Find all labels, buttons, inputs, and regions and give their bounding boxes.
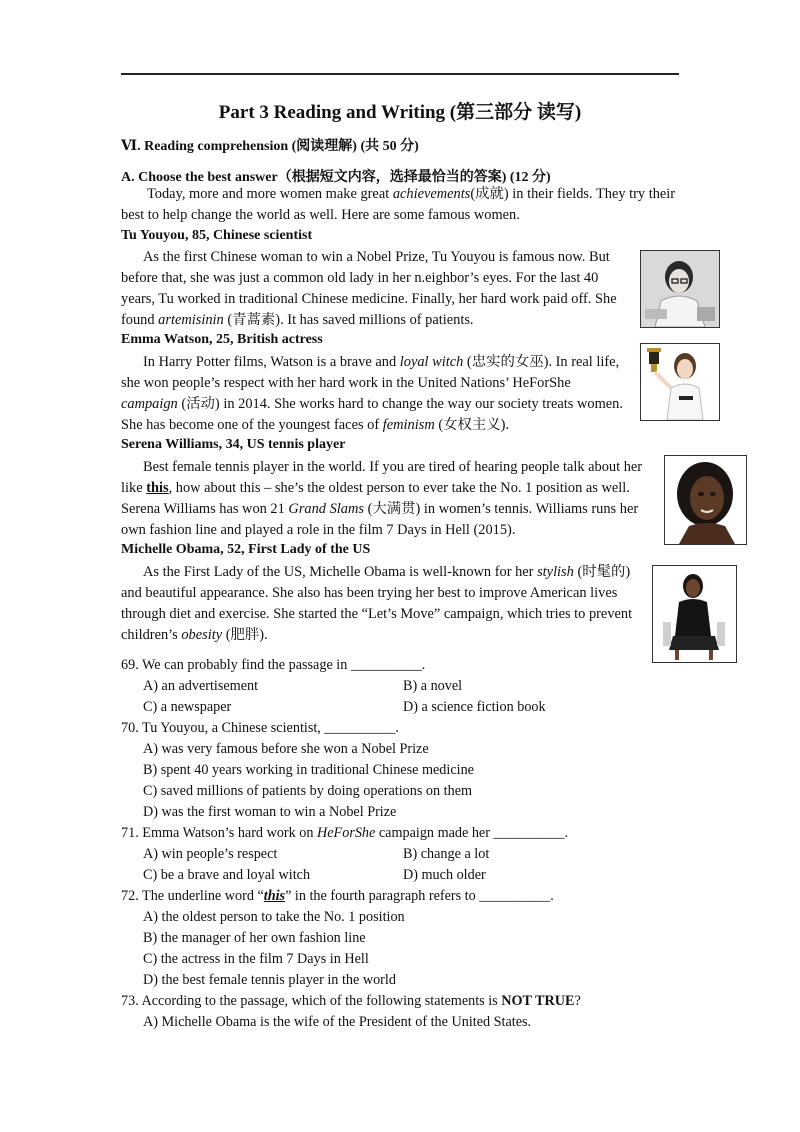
q70-option-d[interactable]: D) was the first woman to win a Nobel Prize bbox=[143, 804, 397, 820]
q72-option-d[interactable]: D) the best female tennis player in the world bbox=[143, 972, 396, 988]
q69-option-b[interactable]: B) a novel bbox=[403, 678, 463, 694]
q72-option-c[interactable]: C) the actress in the film 7 Days in Hell bbox=[143, 951, 369, 967]
q71-option-d[interactable]: D) much older bbox=[403, 867, 486, 883]
serena-line-4: own fashion line and played a role in the film 7 Days in Hell (2015). bbox=[121, 522, 516, 538]
michelle-line-1: As the First Lady of the US, Michelle Obama is well-known for her stylish (时髦的) bbox=[143, 564, 631, 580]
q70-option-a[interactable]: A) was very famous before she won a Nobel Prize bbox=[143, 741, 429, 757]
question-73: 73. According to the passage, which of the following statements is NOT TRUE? bbox=[121, 993, 581, 1009]
emma-line-2: she won people’s respect with her hard work in the United Nations’ HeForShe bbox=[121, 375, 571, 391]
q69-option-d[interactable]: D) a science fiction book bbox=[403, 699, 546, 715]
tu-line-4: found artemisinin (青蒿素). It has saved millions of patients. bbox=[121, 312, 474, 328]
q71-option-b[interactable]: B) change a lot bbox=[403, 846, 490, 862]
q70-option-b[interactable]: B) spent 40 years working in traditional Chinese medicine bbox=[143, 762, 474, 778]
serena-line-3: Serena Williams has won 21 Grand Slams (大满贯) in women’s tennis. Williams runs her bbox=[121, 501, 639, 517]
underlined-word-this: this bbox=[146, 480, 169, 496]
q71-option-c[interactable]: C) be a brave and loyal witch bbox=[143, 867, 311, 883]
emma-line-1: In Harry Potter films, Watson is a brave and loyal witch (忠实的女巫). In real life, bbox=[143, 354, 620, 370]
section-a-heading: A. Choose the best answer（根据短文内容，选择最恰当的答案) (12 分) bbox=[121, 170, 551, 185]
intro-line-2: best to help change the world as well. Here are some famous women. bbox=[121, 207, 520, 223]
serena-line-2: like this, how about this – she’s the oldest person to ever take the No. 1 position as well. bbox=[121, 480, 630, 496]
q70-option-c[interactable]: C) saved millions of patients by doing operations on them bbox=[143, 783, 473, 799]
q73-option-a[interactable]: A) Michelle Obama is the wife of the President of the United States. bbox=[143, 1014, 532, 1030]
serena-line-1: Best female tennis player in the world. If you are tired of hearing people talk about her bbox=[143, 459, 643, 475]
q69-option-a[interactable]: A) an advertisement bbox=[143, 678, 259, 694]
michelle-obama-heading: Michelle Obama, 52, First Lady of the US bbox=[121, 542, 371, 557]
emma-watson-heading: Emma Watson, 25, British actress bbox=[121, 332, 323, 347]
q69-option-c[interactable]: C) a newspaper bbox=[143, 699, 232, 715]
section-vi-heading: Ⅵ. Reading comprehension (阅读理解) (共 50 分) bbox=[121, 139, 419, 154]
tu-youyou-heading: Tu Youyou, 85, Chinese scientist bbox=[121, 228, 313, 243]
michelle-line-2: and beautiful appearance. She also has been trying her best to improve American lives bbox=[121, 585, 618, 601]
serena-williams-photo bbox=[664, 455, 747, 545]
tu-line-2: before that, she was just a common old lady in her n.eighbor’s eyes. For the last 40 bbox=[121, 270, 599, 286]
intro-line-1: Today, more and more women make great achievements(成就) in their fields. They try their bbox=[147, 186, 676, 202]
q72-option-a[interactable]: A) the oldest person to take the No. 1 position bbox=[143, 909, 405, 925]
q72-option-b[interactable]: B) the manager of her own fashion line bbox=[143, 930, 366, 946]
michelle-obama-photo bbox=[652, 565, 737, 663]
question-70: 70. Tu Youyou, a Chinese scientist, __________. bbox=[121, 720, 399, 736]
question-72: 72. The underline word “this” in the fourth paragraph refers to __________. bbox=[121, 888, 554, 904]
top-rule bbox=[121, 73, 679, 75]
tu-youyou-photo bbox=[640, 250, 720, 328]
question-71: 71. Emma Watson’s hard work on HeForShe campaign made her __________. bbox=[121, 825, 568, 841]
emma-watson-photo bbox=[640, 343, 720, 421]
emma-line-4: She has become one of the youngest faces of feminism (女权主义). bbox=[121, 417, 510, 433]
michelle-line-3: through diet and exercise. She started the “Let’s Move” campaign, which tries to prevent bbox=[121, 606, 633, 622]
serena-williams-heading: Serena Williams, 34, US tennis player bbox=[121, 437, 346, 452]
michelle-line-4: children’s obesity (肥胖). bbox=[121, 627, 268, 643]
question-69: 69. We can probably find the passage in __________. bbox=[121, 657, 426, 673]
q71-option-a[interactable]: A) win people’s respect bbox=[143, 846, 278, 862]
tu-line-1: As the first Chinese woman to win a Nobel Prize, Tu Youyou is famous now. But bbox=[143, 249, 610, 265]
page-title: Part 3 Reading and Writing (第三部分 读写) bbox=[218, 102, 582, 123]
tu-line-3: years, Tu worked in traditional Chinese medicine. Finally, her hard work paid off. She bbox=[121, 291, 617, 307]
emma-line-3: campaign (活动) in 2014. She works hard to change the way our society treats women. bbox=[121, 396, 623, 412]
